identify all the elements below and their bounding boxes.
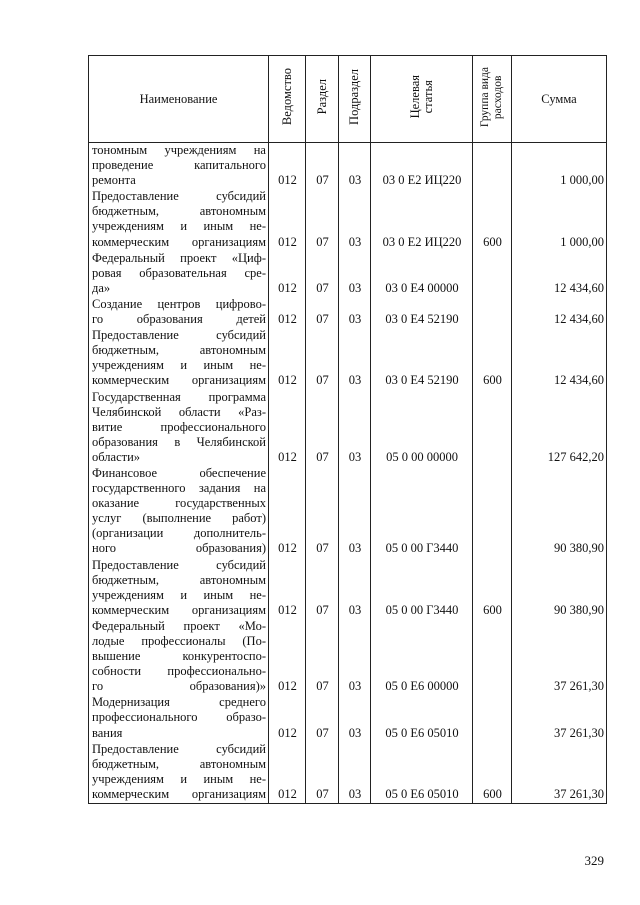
row-name-line: бюджетным, автономным	[92, 572, 266, 587]
table-row	[89, 558, 607, 619]
header-group	[473, 56, 512, 143]
header-name	[89, 56, 269, 143]
row-sub: 03	[339, 143, 371, 190]
row-target: 03 0 E2 ИЦ220	[371, 143, 473, 190]
row-dept: 012	[269, 558, 306, 619]
row-sum: 12 434,60	[512, 328, 607, 389]
row-dept: 012	[269, 619, 306, 695]
row-name-line: образования в Челябинской	[92, 434, 266, 449]
row-name-line: услуг (выполнение работ)	[92, 511, 266, 526]
row-name-line: бюджетным, автономным	[92, 756, 266, 771]
row-dept: 012	[269, 251, 306, 297]
header-section-label: Раздел	[314, 79, 329, 115]
row-name-line: области»	[92, 449, 141, 464]
header-group-line-1: Группа вида	[479, 66, 491, 128]
row-name-line: Предоставление субсидий	[92, 557, 266, 572]
header-dept-label: Ведомство	[279, 68, 294, 126]
row-sum: 37 261,30	[512, 742, 607, 804]
row-name-line: учреждениям и иным не-	[92, 358, 266, 373]
row-target: 03 0 E4 52190	[371, 328, 473, 389]
row-group	[473, 143, 512, 190]
table-row	[89, 742, 607, 804]
row-name-line: Предоставление субсидий	[92, 189, 266, 204]
row-name	[89, 297, 269, 328]
row-name-line: Создание центров цифрово-	[92, 296, 266, 311]
row-sum: 127 642,20	[512, 390, 607, 466]
row-name-line: тономным учреждениям на	[92, 143, 266, 157]
header-group-label	[479, 67, 505, 127]
table-row	[89, 695, 607, 741]
row-name-line: ровая образовательная сре-	[92, 265, 266, 280]
header-name-label: Наименование	[139, 91, 218, 106]
row-sec: 07	[306, 189, 339, 250]
row-name	[89, 143, 269, 190]
row-name-line: бюджетным, автономным	[92, 343, 266, 358]
row-dept: 012	[269, 466, 306, 558]
row-target: 05 0 00 Г3440	[371, 466, 473, 558]
row-name	[89, 466, 269, 558]
row-sub: 03	[339, 328, 371, 389]
row-name-line: Модернизация среднего	[92, 695, 266, 710]
row-sec: 07	[306, 143, 339, 190]
row-sec: 07	[306, 297, 339, 328]
row-sum: 37 261,30	[512, 695, 607, 741]
row-name-line: бюджетным, автономным	[92, 204, 266, 219]
row-name-line: лодые профессионалы (По-	[92, 634, 266, 648]
row-name	[89, 742, 269, 804]
row-sub: 03	[339, 619, 371, 695]
table-row	[89, 143, 607, 190]
row-name-line: вания	[92, 725, 123, 740]
table-row	[89, 189, 607, 250]
row-name-line: государственного задания на	[92, 481, 266, 496]
row-name-line: да»	[92, 280, 111, 295]
row-sub: 03	[339, 251, 371, 297]
row-name-line: оказание государственных	[92, 496, 266, 511]
header-dept	[269, 56, 306, 143]
header-target-label	[409, 75, 435, 118]
row-target: 05 0 00 Г3440	[371, 558, 473, 619]
row-sec: 07	[306, 558, 339, 619]
row-sec: 07	[306, 251, 339, 297]
row-dept: 012	[269, 297, 306, 328]
row-name-line: Государственная программа	[92, 389, 266, 404]
page-number: 329	[584, 853, 604, 868]
row-sub: 03	[339, 189, 371, 250]
row-name-line: го образования)»	[92, 679, 266, 694]
row-sub: 03	[339, 695, 371, 741]
row-sum: 1 000,00	[512, 189, 607, 250]
row-sec: 07	[306, 390, 339, 466]
header-section	[306, 56, 339, 143]
table-body	[89, 143, 607, 804]
row-group	[473, 297, 512, 328]
row-name-line: учреждениям и иным не-	[92, 219, 266, 234]
row-sec: 07	[306, 742, 339, 804]
header-target-line-1: Целевая	[407, 75, 422, 119]
row-name	[89, 558, 269, 619]
row-name-line: (организации дополнитель-	[92, 526, 266, 541]
row-name	[89, 328, 269, 389]
row-sub: 03	[339, 466, 371, 558]
row-sec: 07	[306, 328, 339, 389]
row-name-line: ремонта	[92, 173, 136, 188]
row-group	[473, 466, 512, 558]
row-target: 05 0 E6 00000	[371, 619, 473, 695]
row-name-line: проведение капитального	[92, 158, 266, 173]
row-sub: 03	[339, 558, 371, 619]
row-name-line: коммерческим организациям	[92, 786, 266, 801]
header-target	[371, 56, 473, 143]
row-group: 600	[473, 558, 512, 619]
row-name-line: коммерческим организациям	[92, 373, 266, 388]
row-name-line: учреждениям и иным не-	[92, 771, 266, 786]
row-sub: 03	[339, 742, 371, 804]
row-target: 05 0 00 00000	[371, 390, 473, 466]
row-sub: 03	[339, 390, 371, 466]
row-target: 03 0 E4 00000	[371, 251, 473, 297]
row-sec: 07	[306, 695, 339, 741]
row-sum: 1 000,00	[512, 143, 607, 190]
row-group	[473, 695, 512, 741]
row-dept: 012	[269, 742, 306, 804]
row-name-line: коммерческим организациям	[92, 602, 266, 617]
table-row	[89, 297, 607, 328]
row-sum: 37 261,30	[512, 619, 607, 695]
row-name-line: учреждениям и иным не-	[92, 587, 266, 602]
row-name-line: го образования детей	[92, 312, 266, 327]
row-name-line: вышение конкурентоспо-	[92, 649, 266, 664]
budget-table	[88, 55, 607, 804]
row-group	[473, 390, 512, 466]
row-name	[89, 619, 269, 695]
row-group: 600	[473, 742, 512, 804]
row-name-line: Челябинской области «Раз-	[92, 404, 266, 419]
row-name-line: Федеральный проект «Мо-	[92, 618, 266, 633]
row-dept: 012	[269, 328, 306, 389]
row-target: 05 0 E6 05010	[371, 742, 473, 804]
row-name	[89, 390, 269, 466]
table-row	[89, 619, 607, 695]
row-sec: 07	[306, 466, 339, 558]
header-sum	[512, 56, 607, 143]
row-target: 05 0 E6 05010	[371, 695, 473, 741]
table-row	[89, 390, 607, 466]
header-target-line-2: статья	[420, 80, 435, 114]
row-name-line: ного образования)	[92, 541, 266, 556]
row-group: 600	[473, 328, 512, 389]
header-subsection-label: Подраздел	[347, 69, 361, 125]
row-sum: 90 380,90	[512, 558, 607, 619]
row-name-line: коммерческим организациям	[92, 234, 266, 249]
header-subsection	[339, 56, 371, 143]
row-name	[89, 189, 269, 250]
row-name-line: Предоставление субсидий	[92, 741, 266, 756]
row-name-line: Предоставление субсидий	[92, 328, 266, 343]
table-row	[89, 328, 607, 389]
row-sum: 12 434,60	[512, 297, 607, 328]
header-group-line-2: расходов	[492, 75, 504, 119]
row-name-line: Федеральный проект «Циф-	[92, 250, 266, 265]
row-name-line: собности профессионально-	[92, 664, 266, 679]
row-target: 03 0 E4 52190	[371, 297, 473, 328]
row-sec: 07	[306, 619, 339, 695]
row-sum: 90 380,90	[512, 466, 607, 558]
table-row	[89, 466, 607, 558]
row-sum: 12 434,60	[512, 251, 607, 297]
header-sum-label: Сумма	[541, 91, 577, 106]
row-name-line: Финансовое обеспечение	[92, 465, 266, 480]
row-name	[89, 251, 269, 297]
row-target: 03 0 E2 ИЦ220	[371, 189, 473, 250]
table-header	[89, 56, 607, 143]
row-name-line: витие профессионального	[92, 419, 266, 434]
row-dept: 012	[269, 143, 306, 190]
row-dept: 012	[269, 189, 306, 250]
table-row	[89, 251, 607, 297]
row-sub: 03	[339, 297, 371, 328]
row-name-line: профессионального образо-	[92, 710, 266, 725]
row-dept: 012	[269, 390, 306, 466]
row-group: 600	[473, 189, 512, 250]
row-dept: 012	[269, 695, 306, 741]
row-group	[473, 251, 512, 297]
row-group	[473, 619, 512, 695]
row-name	[89, 695, 269, 741]
